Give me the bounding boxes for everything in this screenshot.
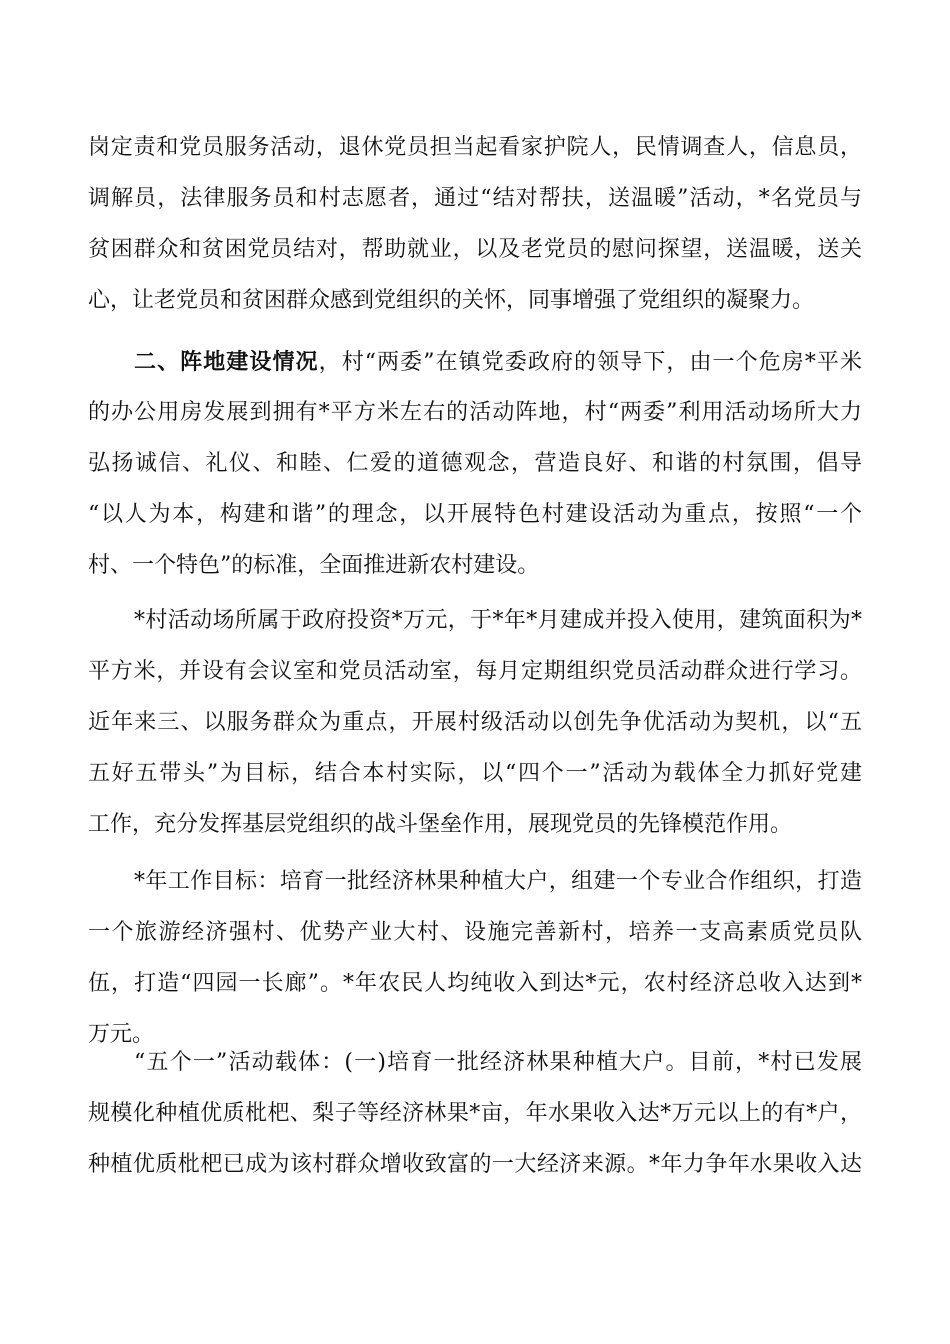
text-line: 心，让老党员和贫困群众感到党组织的关怀，同事增强了党组织的凝聚力。 bbox=[88, 288, 815, 313]
text-line: “五个一”活动载体：(一)培育一批经济林果种植大户。目前，*村已发展 bbox=[134, 1050, 862, 1075]
text-line: *年工作目标：培育一批经济林果种植大户，组建一个专业合作组织，打造 bbox=[134, 869, 862, 894]
text-line: 规模化种植优质枇杷、梨子等经济林果*亩，年水果收入达*万元以上的有*户， bbox=[88, 1101, 862, 1126]
text-line: 近年来三、以服务群众为重点，开展村级活动以创先争优活动为契机，以“五 bbox=[88, 710, 862, 735]
text-line: *村活动场所属于政府投资*万元，于*年*月建成并投入使用，建筑面积为* bbox=[134, 608, 862, 633]
text-line: 五好五带头”为目标，结合本村实际，以“四个一”活动为载体全力抓好党建 bbox=[88, 761, 862, 786]
text-run: ，村“两委”在镇党委政府的领导下，由一个危房*平米 bbox=[318, 350, 862, 375]
text-line bbox=[134, 344, 862, 380]
text-line: 调解员，法律服务员和村志愿者，通过“结对帮扶，送温暖”活动，*名党员与 bbox=[88, 186, 862, 211]
text-line: 种植优质枇杷已成为该村群众增收致富的一大经济来源。*年力争年水果收入达 bbox=[88, 1152, 862, 1177]
text-line: 一个旅游经济强村、优势产业大村、设施完善新村，培养一支高素质党员队 bbox=[88, 920, 862, 945]
section-heading: 二、阵地建设情况 bbox=[134, 349, 319, 375]
text-line: 岗定责和党员服务活动，退休党员担当起看家护院人，民情调查人，信息员， bbox=[88, 135, 862, 160]
text-line: 万元。 bbox=[88, 1022, 155, 1047]
text-line: 贫困群众和贫困党员结对，帮助就业，以及老党员的慰问探望，送温暖，送关 bbox=[88, 237, 862, 262]
text-line: 伍，打造“四园一长廊”。*年农民人均纯收入到达*元，农村经济总收入达到* bbox=[88, 971, 862, 996]
text-line: 工作，充分发挥基层党组织的战斗堡垒作用，展现党员的先锋模范作用。 bbox=[88, 812, 793, 837]
text-line: 村、一个特色”的标准，全面推进新农村建设。 bbox=[88, 553, 540, 578]
text-line: 弘扬诚信、礼仪、和睦、仁爱的道德观念，营造良好、和谐的村氛围，倡导 bbox=[88, 451, 862, 476]
text-line: 平方米，并设有会议室和党员活动室，每月定期组织党员活动群众进行学习。 bbox=[88, 659, 862, 684]
text-line: 的办公用房发展到拥有*平方米左右的活动阵地，村“两委”利用活动场所大力 bbox=[88, 400, 862, 425]
text-line: “以人为本，构建和谐”的理念，以开展特色村建设活动为重点，按照“一个 bbox=[88, 502, 862, 527]
